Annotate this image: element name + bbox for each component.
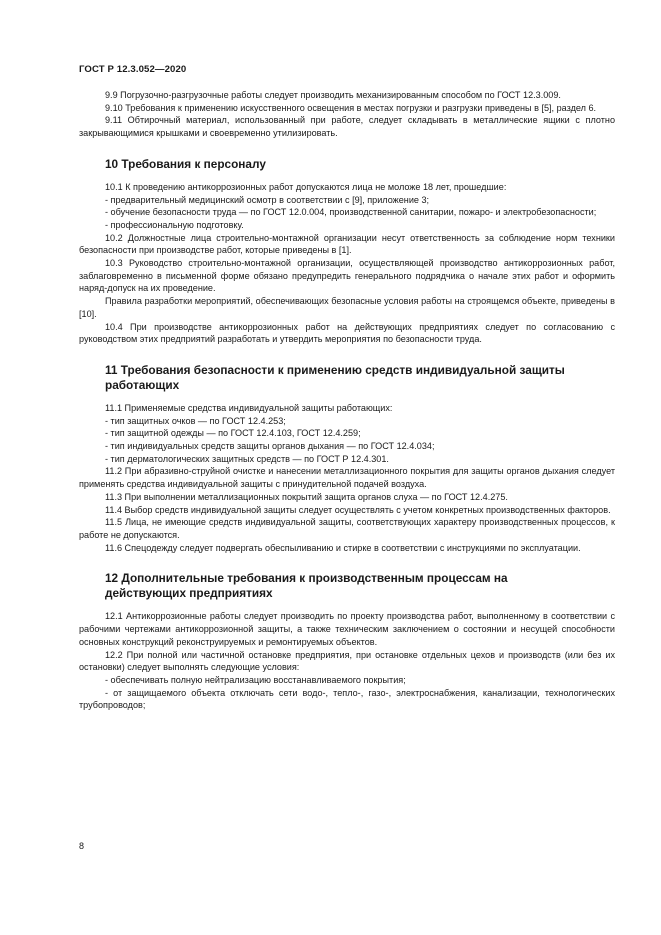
document-header: ГОСТ Р 12.3.052—2020 — [79, 64, 187, 75]
paragraph-11-3: 11.3 При выполнении металлизационных покрытий защита органов слуха — по ГОСТ 12.4.275. — [105, 491, 508, 502]
document-body — [79, 89, 615, 712]
list-item: - тип индивидуальных средств защиты органов дыхания — по ГОСТ 12.4.034; — [105, 441, 435, 452]
paragraph-11-5: 11.5 Лица, не имеющие средств индивидуальной защиты, соответствующих характеру производственных процессов, к работе не допускаются. — [79, 517, 615, 540]
paragraph-9-10: 9.10 Требования к применению искусственного освещения в местах погрузки и разгрузки приведены в [5], раздел 6. — [105, 102, 597, 113]
paragraph-10-2: 10.2 Должностные лица строительно-монтажной организации несут ответственность за соблюдение норм техники безопасности при производстве работ, которые приведены в [1]. — [79, 232, 615, 256]
paragraph-9-9: 9.9 Погрузочно-разгрузочные работы следует производить механизированным способом по ГОСТ 12.3.009. — [105, 90, 561, 100]
paragraph-10-1: 10.1 К проведению антикоррозионных работ допускаются лица не моложе 18 лет, прошедшие: — [105, 181, 507, 192]
list-item: - обучение безопасности труда — по ГОСТ 12.0.004, производственной санитарии, пожаро- и электробезопасности; — [105, 207, 597, 218]
section-heading-12: 12 Дополнительные требования к производственным процессам на действующих предприятиях — [105, 571, 508, 601]
list-item: - профессиональную подготовку. — [105, 219, 244, 230]
paragraph-12-1: 12.1 Антикоррозионные работы следует производить по проекту производства работ, выполненному в соответствии с рабочими чертежами антикоррозионной защиты, а также техническим заключением о состоянии и несущей способности основных конструкций реконструируемых и ремонтируемых объектов. — [79, 611, 615, 647]
list-item: - тип защитных очков — по ГОСТ 12.4.253; — [105, 415, 286, 426]
paragraph-12-2: 12.2 При полной или частичной остановке предприятия, при остановке отдельных цехов и производств (или без их остановки) следует выполнять следующие условия: — [79, 649, 615, 673]
list-item: - предварительный медицинский осмотр в соответствии с [9], приложение 3; — [105, 194, 430, 205]
list-item: - тип дерматологических защитных средств — по ГОСТ Р 12.4.301. — [105, 453, 389, 464]
paragraph-11-4: 11.4 Выбор средств индивидуальной защиты следует осуществлять с учетом конкретных производственных факторов. — [105, 504, 611, 515]
section-heading-10: 10 Требования к персоналу — [105, 156, 266, 171]
paragraph-11-6: 11.6 Спецодежду следует подвергать обеспыливанию и стирке в соответствии с инструкциями по эксплуатации. — [105, 542, 581, 553]
list-item: - обеспечивать полную нейтрализацию восстанавливаемого покрытия; — [105, 674, 406, 685]
page-number: 8 — [79, 841, 85, 851]
section-heading-11: 11 Требования безопасности к применению средств индивидуальной защиты работающих — [105, 362, 565, 392]
paragraph-10-4: 10.4 При производстве антикоррозионных работ на действующих предприятиях следует по согласованию с руководством этих предприятий разработать и утвердить мероприятия по безопасности труда. — [79, 321, 615, 345]
paragraph-9-11: 9.11 Обтирочный материал, использованный при работе, следует складывать в металлические ящики с плотно закрывающимися крышками и своевременно утилизировать. — [79, 115, 615, 139]
list-item: - от защищаемого объекта отключать сети водо-, тепло-, газо-, электроснабжения, канализации, технологических трубопроводов; — [79, 687, 615, 711]
paragraph-10-3-continued: Правила разработки мероприятий, обеспечивающих безопасные условия работы на строящемся объекте, приведены в [10]. — [79, 296, 615, 319]
list-item: - тип защитной одежды — по ГОСТ 12.4.103, ГОСТ 12.4.259; — [105, 428, 361, 439]
paragraph-10-3: 10.3 Руководство строительно-монтажной организации, осуществляющей производство антикоррозионных работ, заблаговременно в письменной форме обязано предупредить генерального подрядчика о начале этих работ и оформить наряд-допуск на их проведение. — [79, 258, 615, 294]
paragraph-11-2: 11.2 При абразивно-струйной очистке и нанесении металлизационного покрытия для защиты органов дыхания следует применять средства индивидуальной защиты с принудительной подачей воздуха. — [79, 466, 615, 490]
paragraph-11-1: 11.1 Применяемые средства индивидуальной защиты работающих: — [105, 402, 393, 413]
